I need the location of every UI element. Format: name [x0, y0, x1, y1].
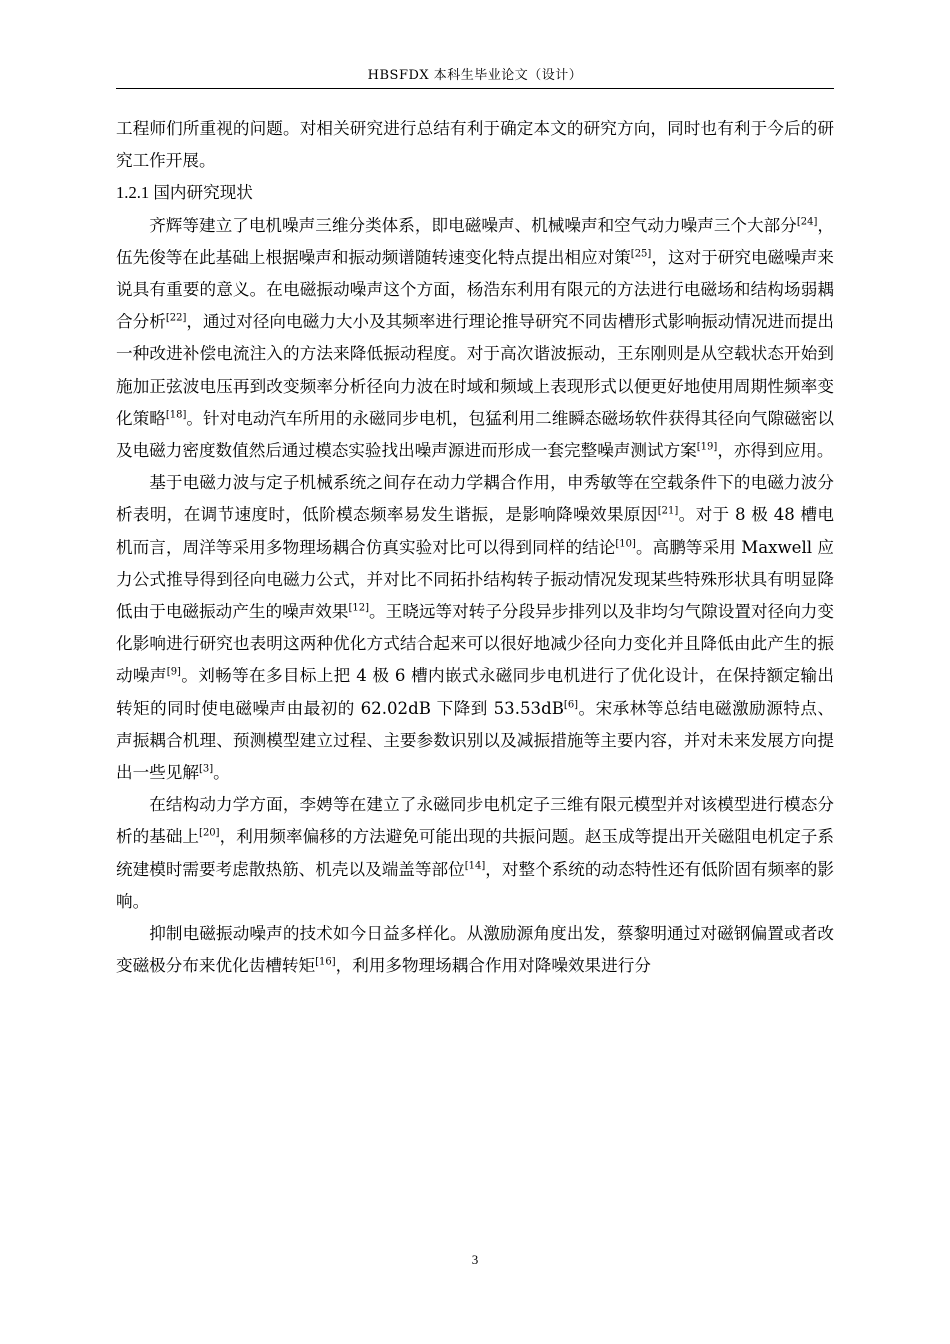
text-run: ，利用频率偏移的方法避免可能出现的共振问题。赵玉成等提出开关磁阻电机定子系统建模时需要考虑散热筋、机壳以及端盖等部位	[116, 827, 835, 879]
paragraph-continued	[116, 113, 834, 177]
text-run: 。王晓远等对转子分段异步排列以及非均匀气隙设置对径向力变化影响进行研究也表明这两种优化方式结合起来可以很好地减少径向力变化并且降低由此产生的振动噪声	[116, 602, 835, 686]
text-run: 在结构动力学方面，李娉等在建立了永磁同步电机定子三维有限元模型并对该模型进行模态分析的基础上	[116, 795, 834, 847]
text-run: ，亦得到应用。	[717, 441, 834, 461]
citation-ref: [12]	[348, 602, 370, 614]
text-run: ，伍先俊等在此基础上根据噪声和振动频谱随转速变化特点提出相应对策	[116, 215, 834, 267]
text-run: 。对于 8 极 48 槽电机而言，周洋等采用多物理场耦合仿真实验对比可以得到同样的结论	[116, 505, 834, 557]
text-run: 齐辉等建立了电机噪声三维分类体系，即电磁噪声、机械噪声和空气动力噪声三个大部分	[149, 215, 797, 235]
citation-ref: [16]	[315, 956, 336, 968]
citation-ref: [14]	[464, 860, 486, 872]
citation-ref: [18]	[165, 409, 187, 421]
page-number: 3	[471, 1252, 479, 1267]
paragraph	[116, 918, 834, 982]
header-rule	[116, 88, 834, 89]
text-run: 基于电磁力波与定子机械系统之间存在动力学耦合作用，申秀敏等在空载条件下的电磁力波分析表明，在调节速度时，低阶模态频率易发生谐振，是影响降噪效果原因	[116, 473, 834, 525]
paragraph	[116, 789, 834, 918]
text-run: 抑制电磁振动噪声的技术如今日益多样化。从激励源角度出发，蔡黎明通过对磁钢偏置或者改变磁极分布来优化齿槽转矩	[116, 924, 834, 976]
citation-ref: [19]	[696, 441, 718, 453]
text-run: 。针对电动汽车所用的永磁同步电机，包猛利用二维瞬态磁场软件获得其径向气隙磁密以及电磁力密度数值然后通过模态实验找出噪声源进而形成一套完整噪声测试方案	[116, 408, 835, 461]
citation-ref: [20]	[199, 827, 220, 839]
paragraph	[116, 210, 834, 468]
text-run: 。刘畅等在多目标上把 4 极 6 槽内嵌式永磁同步电机进行了优化设计，在保持额定输出转矩的同时使电磁噪声由最初的 62.02dB 下降到 53.53dB	[116, 666, 834, 718]
text-run: 。高鹏等采用 Maxwell 应力公式推导得到径向电磁力公式，并对比不同拓扑结构转子振动情况发现某些特殊形状具有明显降低由于电磁振动产生的噪声效果	[116, 537, 834, 622]
citation-ref: [24]	[796, 216, 818, 228]
section-heading: 1.2.1 国内研究现状	[116, 183, 253, 203]
text-run: 。	[213, 763, 230, 783]
citation-ref: [10]	[615, 538, 636, 550]
citation-ref: [6]	[563, 699, 579, 711]
text-run: ，通过对径向电磁力大小及其频率进行理论推导研究不同齿槽形式影响振动情况进而提出一种改进补偿电流注入的方法来降低振动程度。对于高次谐波振动，王东刚则是从空载状态开始到施加正弦波电压再到改变频率分析径向力波在时域和频域上表现形式以便更好地使用周期性频率变化策略	[116, 312, 835, 428]
text-run: 。宋承林等总结电磁激励源特点、声振耦合机理、预测模型建立过程、主要参数识别以及减振措施等主要内容，并对未来发展方向提出一些见解	[116, 698, 835, 783]
body-text	[116, 113, 834, 982]
paragraph	[116, 467, 834, 789]
citation-ref: [22]	[165, 312, 187, 324]
text-run: 工程师们所重视的问题。对相关研究进行总结有利于确定本文的研究方向，同时也有利于今后的研究工作开展。	[116, 119, 834, 171]
text-run: ，利用多物理场耦合作用对降噪效果进行分	[335, 956, 651, 976]
running-header: HBSFDX 本科生毕业论文（设计）	[367, 68, 583, 83]
citation-ref: [21]	[657, 505, 679, 517]
citation-ref: [9]	[166, 666, 181, 678]
text-run: ，对整个系统的动态特性还有低阶固有频率的影响。	[116, 859, 834, 911]
citation-ref: [25]	[630, 248, 652, 260]
text-run: ，这对于研究电磁噪声来说具有重要的意义。在电磁振动噪声这个方面，杨浩东利用有限元的方法进行电磁场和结构场弱耦合分析	[116, 247, 834, 332]
citation-ref: [3]	[198, 763, 214, 775]
